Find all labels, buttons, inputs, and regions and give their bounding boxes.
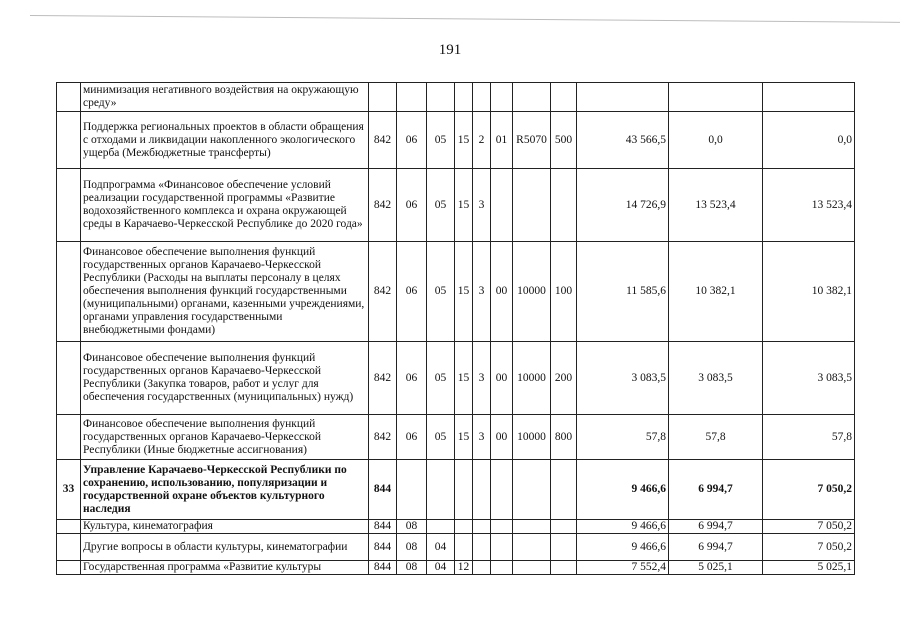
code-section-cell: 06 <box>397 169 427 242</box>
row-number-cell <box>57 520 81 534</box>
amount-year-3-cell <box>763 83 855 112</box>
amount-year-2-cell: 0,0 <box>669 112 763 169</box>
amount-year-3-cell: 13 523,4 <box>763 169 855 242</box>
code-program-cell: 15 <box>455 342 473 415</box>
row-name-cell: Государственная программа «Развитие культуры <box>81 561 369 575</box>
table-row <box>57 342 855 415</box>
code-subsection-cell: 05 <box>427 342 455 415</box>
amount-year-3-cell: 5 025,1 <box>763 561 855 575</box>
code-expense-type-cell: 200 <box>551 342 577 415</box>
table-row <box>57 561 855 575</box>
code-direction-cell <box>513 83 551 112</box>
code-subprogram-cell <box>473 534 491 561</box>
code-grbs-cell: 844 <box>369 520 397 534</box>
code-section-cell: 08 <box>397 534 427 561</box>
page-number: 191 <box>438 42 462 58</box>
code-subprogram-cell: 3 <box>473 415 491 460</box>
code-expense-type-cell <box>551 561 577 575</box>
row-name-cell: Финансовое обеспечение выполнения функций государственных органов Карачаево-Черкесской Республики (Закупка товаров, работ и услуг для обеспечения государственных (муниципальных) нужд) <box>81 342 369 415</box>
code-subprogram-cell: 3 <box>473 169 491 242</box>
code-subsection-cell <box>427 460 455 520</box>
amount-year-2-cell: 5 025,1 <box>669 561 763 575</box>
row-name-cell: Управление Карачаево-Черкесской Республики по сохранению, использованию, популяризации и государственной охране объектов культурного наследия <box>81 460 369 520</box>
code-program-cell: 15 <box>455 242 473 342</box>
amount-year-3-cell: 7 050,2 <box>763 534 855 561</box>
code-subsection-cell <box>427 520 455 534</box>
row-number-cell <box>57 415 81 460</box>
code-direction-cell <box>513 534 551 561</box>
code-subsection-cell: 04 <box>427 534 455 561</box>
row-number-cell <box>57 534 81 561</box>
row-number-cell <box>57 169 81 242</box>
code-expense-type-cell <box>551 520 577 534</box>
row-number-cell <box>57 112 81 169</box>
table-row <box>57 520 855 534</box>
amount-year-2-cell: 3 083,5 <box>669 342 763 415</box>
row-name-cell: Поддержка региональных проектов в области обращения с отходами и ликвидации накопленного экологического ущерба (Межбюджетные трансферты) <box>81 112 369 169</box>
row-number-cell <box>57 83 81 112</box>
amount-year-3-cell: 7 050,2 <box>763 520 855 534</box>
top-edge-line <box>30 15 900 23</box>
amount-year-2-cell: 6 994,7 <box>669 460 763 520</box>
amount-year-2-cell: 57,8 <box>669 415 763 460</box>
code-main-event-cell <box>491 561 513 575</box>
code-expense-type-cell <box>551 534 577 561</box>
amount-year-1-cell: 43 566,5 <box>577 112 669 169</box>
amount-year-3-cell: 7 050,2 <box>763 460 855 520</box>
code-program-cell: 15 <box>455 169 473 242</box>
amount-year-1-cell: 9 466,6 <box>577 534 669 561</box>
code-expense-type-cell: 500 <box>551 112 577 169</box>
row-name-cell: Культура, кинематография <box>81 520 369 534</box>
code-direction-cell: 10000 <box>513 342 551 415</box>
budget-table <box>56 82 855 575</box>
code-subsection-cell: 05 <box>427 169 455 242</box>
amount-year-2-cell: 13 523,4 <box>669 169 763 242</box>
amount-year-1-cell: 7 552,4 <box>577 561 669 575</box>
amount-year-1-cell: 9 466,6 <box>577 520 669 534</box>
code-section-cell: 06 <box>397 342 427 415</box>
code-expense-type-cell: 100 <box>551 242 577 342</box>
code-grbs-cell <box>369 83 397 112</box>
table-row <box>57 169 855 242</box>
table-row <box>57 242 855 342</box>
amount-year-1-cell: 9 466,6 <box>577 460 669 520</box>
code-program-cell: 12 <box>455 561 473 575</box>
code-main-event-cell <box>491 169 513 242</box>
code-main-event-cell: 00 <box>491 242 513 342</box>
amount-year-3-cell: 0,0 <box>763 112 855 169</box>
code-grbs-cell: 842 <box>369 242 397 342</box>
code-subprogram-cell: 3 <box>473 342 491 415</box>
code-main-event-cell: 00 <box>491 415 513 460</box>
code-main-event-cell <box>491 460 513 520</box>
row-name-cell: минимизация негативного воздействия на окружающую среду» <box>81 83 369 112</box>
code-grbs-cell: 844 <box>369 534 397 561</box>
code-grbs-cell: 844 <box>369 561 397 575</box>
code-direction-cell <box>513 460 551 520</box>
code-subprogram-cell <box>473 83 491 112</box>
code-grbs-cell: 844 <box>369 460 397 520</box>
code-expense-type-cell: 800 <box>551 415 577 460</box>
code-subsection-cell: 05 <box>427 415 455 460</box>
amount-year-1-cell <box>577 83 669 112</box>
code-subprogram-cell <box>473 520 491 534</box>
budget-table-body <box>57 83 855 575</box>
row-name-cell: Подпрограмма «Финансовое обеспечение условий реализации государственной программы «Развитие водохозяйственного комплекса и охрана окружающей среды в Карачаево-Черкесской Республике до 2020 года» <box>81 169 369 242</box>
code-section-cell <box>397 83 427 112</box>
row-number-cell <box>57 242 81 342</box>
code-grbs-cell: 842 <box>369 415 397 460</box>
code-subprogram-cell: 2 <box>473 112 491 169</box>
table-row <box>57 83 855 112</box>
row-name-cell: Финансовое обеспечение выполнения функций государственных органов Карачаево-Черкесской Республики (Иные бюджетные ассигнования) <box>81 415 369 460</box>
code-direction-cell <box>513 520 551 534</box>
code-expense-type-cell <box>551 169 577 242</box>
code-subprogram-cell <box>473 561 491 575</box>
code-program-cell <box>455 460 473 520</box>
amount-year-3-cell: 3 083,5 <box>763 342 855 415</box>
code-main-event-cell: 01 <box>491 112 513 169</box>
amount-year-3-cell: 57,8 <box>763 415 855 460</box>
code-program-cell: 15 <box>455 415 473 460</box>
amount-year-3-cell: 10 382,1 <box>763 242 855 342</box>
code-program-cell <box>455 520 473 534</box>
code-direction-cell <box>513 561 551 575</box>
code-direction-cell: 10000 <box>513 415 551 460</box>
code-grbs-cell: 842 <box>369 112 397 169</box>
code-subprogram-cell <box>473 460 491 520</box>
code-main-event-cell <box>491 83 513 112</box>
code-subsection-cell: 05 <box>427 112 455 169</box>
amount-year-2-cell: 6 994,7 <box>669 534 763 561</box>
row-number-cell <box>57 342 81 415</box>
amount-year-1-cell: 3 083,5 <box>577 342 669 415</box>
code-expense-type-cell <box>551 83 577 112</box>
code-section-cell <box>397 460 427 520</box>
code-direction-cell <box>513 169 551 242</box>
code-expense-type-cell <box>551 460 577 520</box>
code-subsection-cell: 05 <box>427 242 455 342</box>
code-subprogram-cell: 3 <box>473 242 491 342</box>
code-section-cell: 06 <box>397 242 427 342</box>
row-number-cell: 33 <box>57 460 81 520</box>
table-row <box>57 112 855 169</box>
row-number-cell <box>57 561 81 575</box>
code-section-cell: 06 <box>397 415 427 460</box>
amount-year-2-cell <box>669 83 763 112</box>
amount-year-2-cell: 6 994,7 <box>669 520 763 534</box>
code-program-cell <box>455 534 473 561</box>
code-grbs-cell: 842 <box>369 169 397 242</box>
row-name-cell: Другие вопросы в области культуры, кинематографии <box>81 534 369 561</box>
code-section-cell: 08 <box>397 561 427 575</box>
code-main-event-cell: 00 <box>491 342 513 415</box>
code-program-cell <box>455 83 473 112</box>
amount-year-1-cell: 57,8 <box>577 415 669 460</box>
row-name-cell: Финансовое обеспечение выполнения функций государственных органов Карачаево-Черкесской Республики (Расходы на выплаты персоналу в целях обеспечения выполнения функций государственными (муниципальными) органами, казенными учреждениями, органами управления государственными внебюджетными фондами) <box>81 242 369 342</box>
code-section-cell: 06 <box>397 112 427 169</box>
table-row <box>57 534 855 561</box>
amount-year-2-cell: 10 382,1 <box>669 242 763 342</box>
code-main-event-cell <box>491 520 513 534</box>
amount-year-1-cell: 11 585,6 <box>577 242 669 342</box>
code-program-cell: 15 <box>455 112 473 169</box>
code-direction-cell: 10000 <box>513 242 551 342</box>
code-subsection-cell <box>427 83 455 112</box>
table-row <box>57 415 855 460</box>
amount-year-1-cell: 14 726,9 <box>577 169 669 242</box>
code-direction-cell: R5070 <box>513 112 551 169</box>
code-subsection-cell: 04 <box>427 561 455 575</box>
code-grbs-cell: 842 <box>369 342 397 415</box>
table-row <box>57 460 855 520</box>
code-main-event-cell <box>491 534 513 561</box>
code-section-cell: 08 <box>397 520 427 534</box>
